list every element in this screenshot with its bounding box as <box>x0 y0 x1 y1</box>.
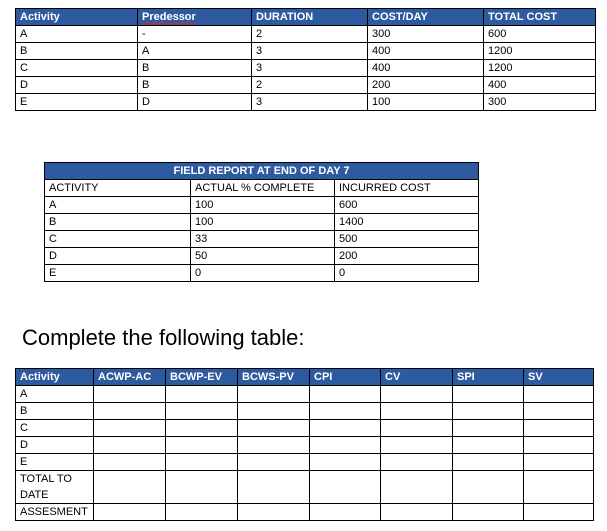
activities-table <box>15 8 596 111</box>
empty-cell[interactable] <box>524 403 594 420</box>
empty-cell[interactable] <box>238 504 310 521</box>
empty-cell[interactable] <box>310 437 381 454</box>
table-row <box>16 60 596 77</box>
col-cpi: CPI <box>310 369 381 386</box>
empty-cell[interactable] <box>94 420 166 437</box>
empty-cell[interactable] <box>166 403 238 420</box>
field-report-header-row <box>45 180 479 197</box>
cell: E <box>45 265 191 282</box>
empty-cell[interactable] <box>166 437 238 454</box>
cell: A <box>45 197 191 214</box>
empty-cell[interactable] <box>524 386 594 403</box>
cell: - <box>138 26 252 43</box>
col-bcwp: BCWP-EV <box>166 369 238 386</box>
cell: B <box>138 77 252 94</box>
empty-cell[interactable] <box>310 403 381 420</box>
cell: 1400 <box>335 214 479 231</box>
table-row <box>16 77 596 94</box>
empty-cell[interactable] <box>166 386 238 403</box>
cell: 300 <box>368 26 484 43</box>
empty-cell[interactable] <box>238 437 310 454</box>
row-label: D <box>16 437 94 454</box>
col-actual-complete: ACTUAL % COMPLETE <box>191 180 335 197</box>
field-report-title-row <box>45 163 479 180</box>
activities-header-row <box>16 9 596 26</box>
cell: C <box>45 231 191 248</box>
cell: A <box>16 26 138 43</box>
empty-cell[interactable] <box>453 420 524 437</box>
empty-cell[interactable] <box>238 386 310 403</box>
row-label: C <box>16 420 94 437</box>
empty-cell[interactable] <box>453 504 524 521</box>
col-cv: CV <box>381 369 453 386</box>
table-row <box>45 231 479 248</box>
cell: 0 <box>191 265 335 282</box>
cell: 100 <box>368 94 484 111</box>
empty-cell[interactable] <box>453 437 524 454</box>
evm-table <box>15 368 594 521</box>
col-duration: DURATION <box>252 9 368 26</box>
col-activity: ACTIVITY <box>45 180 191 197</box>
empty-cell[interactable] <box>310 471 381 504</box>
cell: 600 <box>484 26 596 43</box>
table-row <box>45 265 479 282</box>
cell: D <box>45 248 191 265</box>
empty-cell[interactable] <box>166 454 238 471</box>
empty-cell[interactable] <box>453 454 524 471</box>
empty-cell[interactable] <box>238 403 310 420</box>
empty-cell[interactable] <box>524 504 594 521</box>
empty-cell[interactable] <box>310 454 381 471</box>
empty-cell[interactable] <box>310 420 381 437</box>
empty-cell[interactable] <box>94 471 166 504</box>
cell: E <box>16 94 138 111</box>
col-total-cost: TOTAL COST <box>484 9 596 26</box>
empty-cell[interactable] <box>453 386 524 403</box>
cell: 400 <box>368 60 484 77</box>
empty-cell[interactable] <box>166 420 238 437</box>
cell: D <box>16 77 138 94</box>
col-bcws: BCWS-PV <box>238 369 310 386</box>
empty-cell[interactable] <box>381 386 453 403</box>
cell: 1200 <box>484 60 596 77</box>
cell: B <box>45 214 191 231</box>
empty-cell[interactable] <box>524 454 594 471</box>
assessment-label: ASSESMENT <box>16 504 94 521</box>
empty-cell[interactable] <box>94 504 166 521</box>
cell: 33 <box>191 231 335 248</box>
total-row <box>16 471 594 504</box>
col-sv: SV <box>524 369 594 386</box>
cell: 50 <box>191 248 335 265</box>
table-row <box>16 43 596 60</box>
empty-cell[interactable] <box>238 471 310 504</box>
empty-cell[interactable] <box>381 454 453 471</box>
col-predecessor: Predessor <box>138 9 252 26</box>
cell: 1200 <box>484 43 596 60</box>
col-incurred-cost: INCURRED COST <box>335 180 479 197</box>
cell: B <box>138 60 252 77</box>
cell: 0 <box>335 265 479 282</box>
empty-cell[interactable] <box>453 403 524 420</box>
empty-cell[interactable] <box>94 403 166 420</box>
col-acwp: ACWP-AC <box>94 369 166 386</box>
cell: 3 <box>252 43 368 60</box>
empty-cell[interactable] <box>381 420 453 437</box>
table-row <box>16 437 594 454</box>
cell: D <box>138 94 252 111</box>
table-row <box>16 94 596 111</box>
cell: 400 <box>368 43 484 60</box>
empty-cell[interactable] <box>381 437 453 454</box>
total-label: TOTAL TO DATE <box>16 471 94 504</box>
cell: 3 <box>252 60 368 77</box>
empty-cell[interactable] <box>381 471 453 504</box>
empty-cell[interactable] <box>381 504 453 521</box>
empty-cell[interactable] <box>453 471 524 504</box>
field-report-title: FIELD REPORT AT END OF DAY 7 <box>45 163 479 180</box>
cell: A <box>138 43 252 60</box>
empty-cell[interactable] <box>94 454 166 471</box>
cell: 300 <box>484 94 596 111</box>
cell: 100 <box>191 214 335 231</box>
empty-cell[interactable] <box>524 437 594 454</box>
col-activity: Activity <box>16 9 138 26</box>
empty-cell[interactable] <box>166 471 238 504</box>
cell: 500 <box>335 231 479 248</box>
row-label: E <box>16 454 94 471</box>
col-activity: Activity <box>16 369 94 386</box>
empty-cell[interactable] <box>94 437 166 454</box>
empty-cell[interactable] <box>310 386 381 403</box>
empty-cell[interactable] <box>524 420 594 437</box>
col-cost-per-day: COST/DAY <box>368 9 484 26</box>
empty-cell[interactable] <box>238 420 310 437</box>
empty-cell[interactable] <box>94 386 166 403</box>
field-report-table <box>44 162 479 282</box>
evm-header-row <box>16 369 594 386</box>
table-row <box>16 420 594 437</box>
cell: B <box>16 43 138 60</box>
cell: C <box>16 60 138 77</box>
assessment-row <box>16 504 594 521</box>
cell: 2 <box>252 26 368 43</box>
table-row <box>16 454 594 471</box>
table-row <box>16 386 594 403</box>
cell: 2 <box>252 77 368 94</box>
cell: 200 <box>335 248 479 265</box>
empty-cell[interactable] <box>166 504 238 521</box>
empty-cell[interactable] <box>381 403 453 420</box>
col-spi: SPI <box>453 369 524 386</box>
row-label: A <box>16 386 94 403</box>
table-row <box>16 26 596 43</box>
empty-cell[interactable] <box>238 454 310 471</box>
cell: 400 <box>484 77 596 94</box>
instruction-text: Complete the following table: <box>22 325 305 350</box>
table-row <box>16 403 594 420</box>
empty-cell[interactable] <box>310 504 381 521</box>
table-row <box>45 214 479 231</box>
cell: 600 <box>335 197 479 214</box>
empty-cell[interactable] <box>524 471 594 504</box>
row-label: B <box>16 403 94 420</box>
cell: 200 <box>368 77 484 94</box>
cell: 3 <box>252 94 368 111</box>
table-row <box>45 248 479 265</box>
cell: 100 <box>191 197 335 214</box>
table-row <box>45 197 479 214</box>
